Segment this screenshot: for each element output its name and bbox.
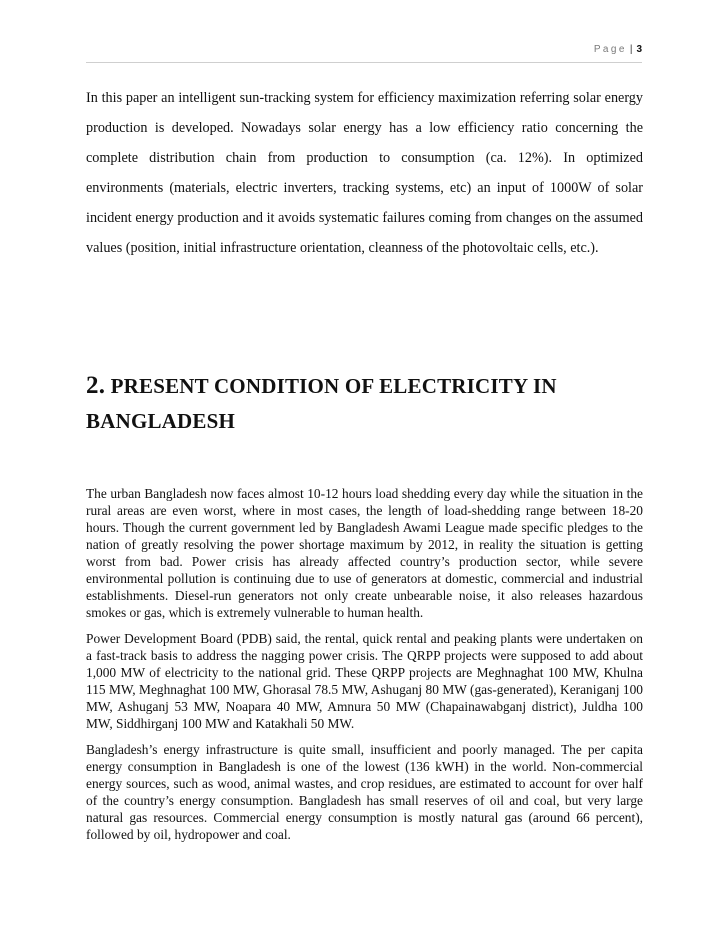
section-heading xyxy=(86,368,646,439)
header-rule xyxy=(86,62,642,63)
page-number: 3 xyxy=(636,44,642,55)
body-paragraph-pdb-projects: Power Development Board (PDB) said, the rental, quick rental and peaking plants were undertaken on a fast-track basis to address the nagging power crisis. The QRPP projects were supposed to add about 1,000 MW of electricity to the national grid. These QRPP projects are Meghnaghat 100 MW, Khulna 115 MW, Meghnaghat 100 MW, Ghorasal 78.5 MW, Ashuganj 80 MW (gas-generated), Keraniganj 100 MW, Ashuganj 53 MW, Noapara 40 MW, Amnura 50 MW (Chapainawabganj district), Juldha 100 MW, Siddhirganj 100 MW and Katakhali 50 MW. xyxy=(86,631,643,731)
page-label: Page xyxy=(593,44,627,55)
intro-paragraph: In this paper an intelligent sun-tracking system for efficiency maximization referring solar energy production is developed. Nowadays solar energy has a low efficiency ratio concerning the complete distribution chain from production to consumption (ca. 12%). In optimized environments (materials, electric inverters, tracking systems, etc) an input of 1000W of solar incident energy production and it avoids systematic failures coming from changes on the assumed values (position, initial infrastructure orientation, cleanness of the photovoltaic cells, etc.). xyxy=(86,90,643,256)
body-paragraph-load-shedding: The urban Bangladesh now faces almost 10-12 hours load shedding every day while the situation in the rural areas are even worst, where in most cases, the length of load-shedding range between 18-20 hours. Though the current government led by Bangladesh Awami League made specific pledges to the nation of greatly resolving the power shortage maximum by 2012, in reality the situation is getting worst from bad. Power crisis has already affected country’s production sector, while severe environmental pollution is continuing due to use of generators at domestic, commercial and industrial establishments. Diesel-run generators not only create unbearable noise, it also releases hazardous smokes or gas, which is extremely vulnerable to human health. xyxy=(86,486,643,620)
body-paragraph-energy-infrastructure: Bangladesh’s energy infrastructure is quite small, insufficient and poorly managed. The per capita energy consumption in Bangladesh is one of the lowest (136 kWH) in the world. Non-commercial energy sources, such as wood, animal wastes, and crop residues, are estimated to account for over half of the country’s energy consumption. Bangladesh has small reserves of oil and coal, but very large natural gas resources. Commercial energy consumption is mostly natural gas (around 66 percent), followed by oil, hydropower and coal. xyxy=(86,742,643,842)
section-title: PRESENT CONDITION OF ELECTRICITY IN BANGLADESH xyxy=(86,374,557,433)
section-number: 2. xyxy=(86,372,106,399)
page-header xyxy=(594,44,642,55)
page-separator: | xyxy=(629,44,633,55)
